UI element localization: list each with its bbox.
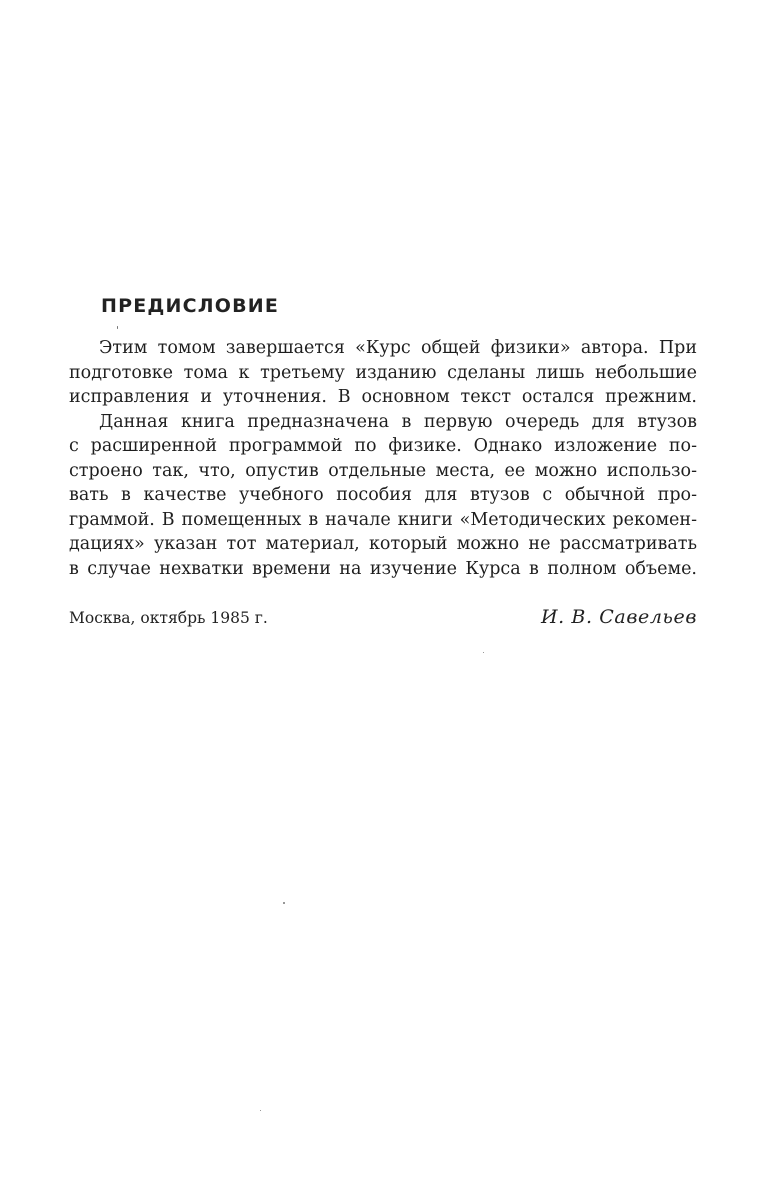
signature-row bbox=[69, 606, 697, 634]
scan-speck bbox=[117, 326, 118, 329]
text-line: исправления и уточнения. В основном текст остался прежним. bbox=[69, 387, 697, 407]
text-line: Этим томом завершается «Курс общей физики» автора. При bbox=[99, 338, 697, 358]
text-line: строено так, что, опустив отдельные места, ее можно использо- bbox=[69, 460, 697, 481]
text-line: в случае нехватки времени на изучение Курса в полном объеме. bbox=[69, 558, 697, 579]
paragraph-2 bbox=[69, 410, 697, 582]
text-line: дациях» указан тот материал, который можно не рассматривать bbox=[69, 534, 697, 554]
scan-speck bbox=[483, 652, 484, 653]
preface-text bbox=[69, 336, 697, 581]
scan-speck bbox=[260, 1110, 261, 1111]
paragraph-1 bbox=[69, 336, 697, 410]
text-line: вать в качестве учебного пособия для втузов с обычной про- bbox=[69, 485, 697, 505]
text-line: граммой. В помещенных в начале книги «Методических рекомен- bbox=[69, 509, 697, 530]
scan-speck bbox=[283, 902, 285, 904]
author-name: И. В. Савельев bbox=[540, 606, 697, 628]
place-date: Москва, октябрь 1985 г. bbox=[69, 609, 268, 627]
page-heading: ПРЕДИСЛОВИЕ bbox=[101, 295, 280, 317]
text-line: Данная книга предназначена в первую очередь для втузов bbox=[99, 411, 697, 432]
text-line: с расширенной программой по физике. Однако изложение по- bbox=[69, 436, 697, 456]
text-line: подготовке тома к третьему изданию сделаны лишь небольшие bbox=[69, 362, 697, 383]
